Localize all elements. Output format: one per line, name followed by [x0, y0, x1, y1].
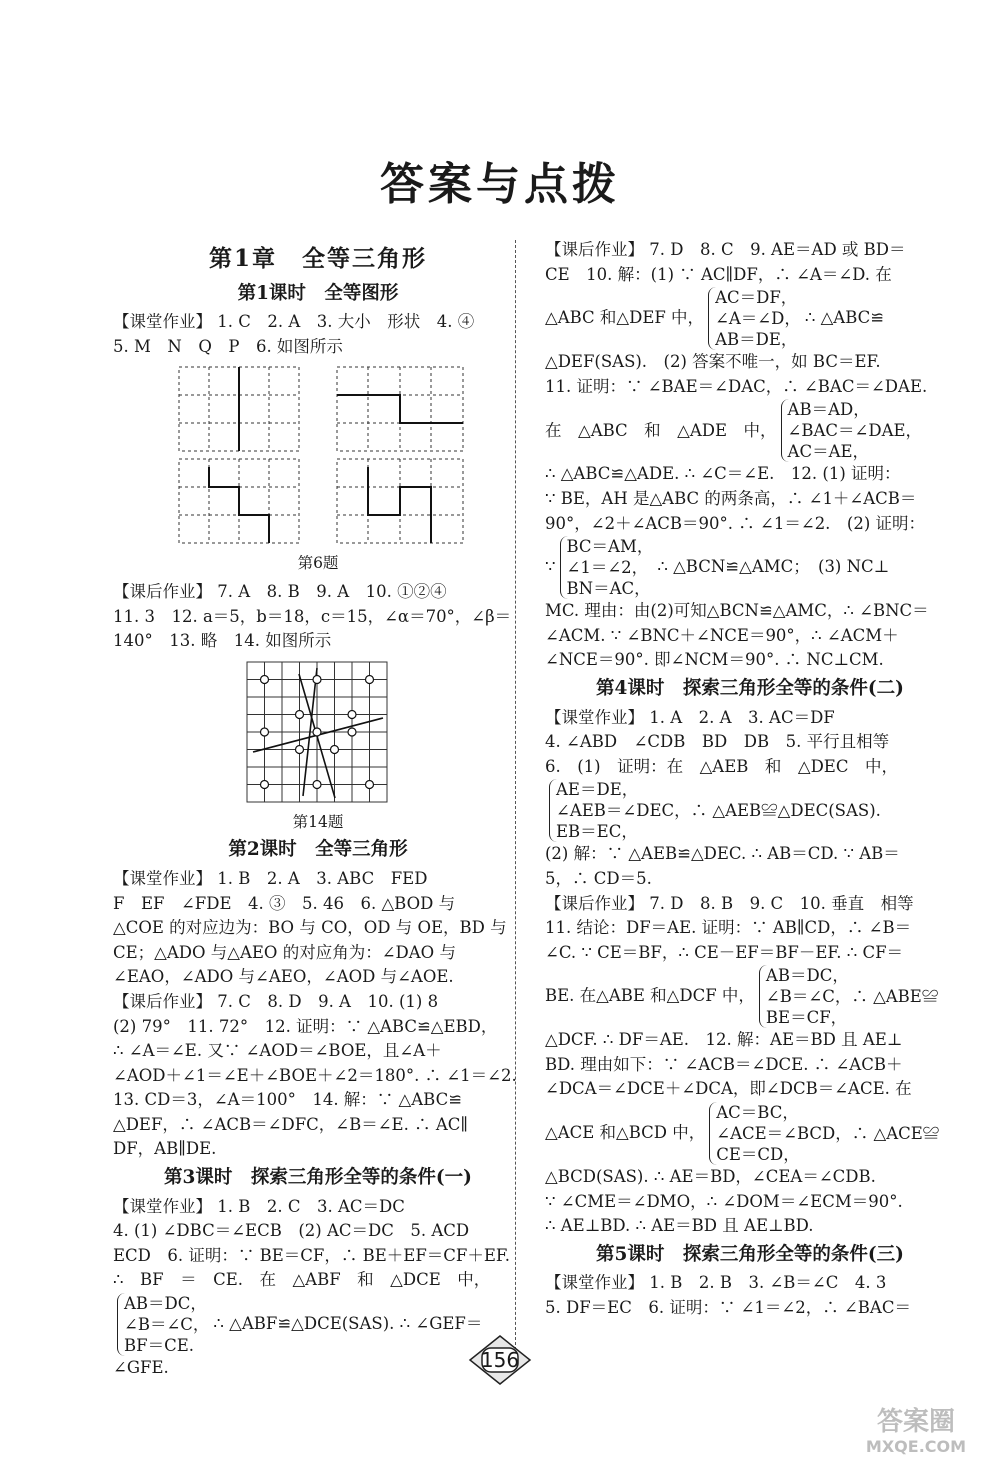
brace-intro: 在 △ABC 和 △ADE 中，	[545, 420, 777, 440]
condition-line: AC＝DF，	[715, 288, 798, 308]
answer-line: 【课堂作业】 1. B 2. C 3. AC＝DC	[113, 1196, 405, 1216]
answer-line: ∴ BF ＝ CE. 在 △ABF 和 △DCE 中，	[113, 1270, 491, 1290]
answer-line: 6. (1) 证明：在 △AEB 和 △DEC 中，	[545, 756, 898, 776]
brace-lines	[709, 1102, 939, 1165]
answer-line: ∠AOD＋∠1＝∠E＋∠BOE＋∠2＝180°. ∴ ∠1＝∠2.	[113, 1065, 517, 1085]
condition-line: ∠ACE＝∠BCD，∴ △ACE≌	[716, 1124, 940, 1144]
condition-line: AB＝DC，	[124, 1294, 207, 1314]
right-column	[545, 238, 955, 1321]
answer-line: 140° 13. 略 14. 如图所示	[113, 631, 332, 651]
answer-line: △DEF，∴ ∠ACB＝∠DFC，∠B＝∠E. ∴ AC∥	[113, 1114, 468, 1134]
lesson-heading: 第3课时 探索三角形全等的条件(一)	[164, 1167, 472, 1189]
chapter-heading: 第1章 全等三角形	[208, 245, 427, 272]
condition-line: ∠AEB＝∠DEC，∴ △AEB≌△DEC(SAS).	[556, 801, 881, 821]
answer-line: 【课后作业】 7. C 8. D 9. A 10. (1) 8	[113, 991, 439, 1011]
svg-text:MXQE.COM: MXQE.COM	[865, 1437, 967, 1456]
lesson-heading: 第4课时 探索三角形全等的条件(二)	[596, 677, 904, 699]
brace-lines	[560, 536, 654, 599]
answer-line: ∠NCE＝90°. 即∠NCM＝90°. ∴ NC⊥CM.	[545, 650, 884, 670]
answer-line: 90°，∠2＋∠ACB＝90°. ∴ ∠1＝∠2. (2) 证明：	[545, 513, 926, 533]
condition-line: AE＝DE，	[556, 780, 639, 800]
answer-line: ECD 6. 证明：∵ BE＝CF，∴ BE＋EF＝CF＋EF.	[113, 1245, 511, 1265]
brace-conclusion: ∴ △ABF≌△DCE(SAS). ∴ ∠GEF＝	[213, 1314, 483, 1334]
condition-line: ∠BAC＝∠DAE，	[787, 421, 923, 441]
answer-line: ∴ ∠A＝∠E. 又∵ ∠AOD＝∠BOE，且∠A＋	[113, 1041, 442, 1061]
watermark-logo	[856, 1402, 976, 1458]
page-title: 答案与点拨	[380, 159, 620, 210]
brace-lines	[549, 779, 881, 842]
figure-caption: 第14题	[292, 812, 344, 831]
svg-text:答案圈: 答案圈	[876, 1407, 956, 1437]
brace-condition-group	[545, 965, 955, 1028]
answer-line: 13. CD＝3，∠A＝100° 14. 解：∵ △ABC≌	[113, 1090, 463, 1110]
lesson-heading: 第5课时 探索三角形全等的条件(三)	[596, 1243, 904, 1265]
brace-condition-group	[113, 1293, 523, 1356]
page-number: 156	[480, 1348, 520, 1372]
condition-line: BE＝CF，	[765, 1008, 848, 1028]
answer-line: 5，∴ CD＝5.	[545, 868, 652, 888]
answer-line: ∠C. ∵ CE＝BF，∴ CE－EF＝BF－EF. ∴ CF＝	[545, 942, 904, 962]
answer-line: ∠DCA＝∠DCE＋∠DCA，即∠DCB＝∠ACE. 在	[545, 1079, 912, 1099]
brace-conclusion: ∴ △ABC≌	[804, 308, 885, 328]
brace-lines	[117, 1293, 209, 1356]
figure-14	[113, 658, 523, 808]
left-column	[113, 245, 523, 1381]
answer-line: ∴ AE⊥BD. ∴ AE＝BD 且 AE⊥BD.	[545, 1216, 814, 1236]
brace-lines	[781, 399, 923, 462]
answer-line: △DCF. ∴ DF＝AE. 12. 解：AE＝BD 且 AE⊥	[545, 1030, 903, 1050]
condition-line: AB＝AD，	[787, 400, 870, 420]
answer-line: 11. 证明：∵ ∠BAE＝∠DAC，∴ ∠BAC＝∠DAE.	[545, 376, 928, 396]
answer-line: CE；△ADO 与△AEO 的对应角为：∠DAO 与	[113, 942, 456, 962]
brace-lines	[759, 965, 938, 1028]
brace-condition-group	[545, 1102, 955, 1165]
answer-line: F EF ∠FDE 4. ③ 5. 46 6. △BOD 与	[113, 893, 456, 913]
answer-line: 【课堂作业】 1. B 2. A 3. ABC FED	[113, 868, 428, 888]
answer-line: (2) 解：∵ △AEB≌△DEC. ∴ AB＝CD. ∵ AB＝	[545, 844, 900, 864]
answer-line: 11. 结论：DF＝AE. 证明：∵ AB∥CD，∴ ∠B＝	[545, 918, 912, 938]
answer-line: △BCD(SAS). ∴ AE＝BD，∠CEA＝∠CDB.	[545, 1167, 876, 1187]
answer-line: ∠ACM. ∵ ∠BNC＋∠NCE＝90°，∴ ∠ACM＋	[545, 625, 899, 645]
answer-line: 【课堂作业】 1. B 2. B 3. ∠B＝∠C 4. 3	[545, 1273, 887, 1293]
brace-conclusion: ∴ △BCN≌△AMC； (3) NC⊥	[657, 557, 890, 577]
answer-line: △DEF(SAS). (2) 答案不唯一，如 BC＝EF.	[545, 352, 881, 372]
condition-line: AC＝BC，	[716, 1103, 799, 1123]
answer-line: (2) 79° 11. 72° 12. 证明：∵ △ABC≌△EBD，	[113, 1016, 498, 1036]
answer-line: ∠EAO，∠ADO 与∠AEO，∠AOD 与∠AOE.	[113, 967, 454, 987]
answer-line: 【课后作业】 7. D 8. C 9. AE＝AD 或 BD＝	[545, 240, 906, 259]
condition-line: AB＝DC，	[765, 966, 849, 986]
figure-6-grids	[173, 363, 503, 549]
answer-line: MC. 理由：由(2)可知△BCN≌△AMC，∴ ∠BNC＝	[545, 601, 929, 621]
condition-line: ∠B＝∠C，	[124, 1315, 210, 1335]
brace-intro: ∵	[545, 557, 556, 577]
page-number-badge	[468, 1334, 532, 1386]
condition-line: ∠1＝∠2，	[566, 558, 649, 578]
answer-line: 【课堂作业】 1. A 2. A 3. AC＝DF	[545, 707, 835, 727]
answer-line: BD. 理由如下：∵ ∠ACB＝∠DCE. ∴ ∠ACB＋	[545, 1054, 903, 1074]
answer-line: ∵ BE，AH 是△ABC 的两条高，∴ ∠1＋∠ACB＝	[545, 488, 917, 508]
answer-line: DF，AB∥DE.	[113, 1139, 217, 1159]
answer-line: 【课后作业】 7. A 8. B 9. A 10. ①②④	[113, 581, 447, 601]
answer-line: 4. ∠ABD ∠CDB BD DB 5. 平行且相等	[545, 732, 890, 752]
answer-line: ∠GFE.	[113, 1358, 169, 1378]
lesson-heading: 第1课时 全等图形	[237, 282, 399, 304]
condition-line: EB＝EC，	[556, 822, 638, 842]
brace-intro: BE. 在△ABE 和△DCF 中，	[545, 986, 755, 1006]
answer-line: 4. (1) ∠DBC＝∠ECB (2) AC＝DC 5. ACD	[113, 1221, 470, 1241]
brace-lines	[708, 287, 801, 350]
brace-condition-group	[545, 399, 955, 462]
figure-caption: 第6题	[297, 554, 339, 573]
answer-line: ∵ ∠CME＝∠DMO，∴ ∠DOM＝∠ECM＝90°.	[545, 1191, 903, 1211]
condition-line: ∠A＝∠D，	[715, 309, 801, 329]
condition-line: BC＝AM，	[566, 537, 654, 557]
answer-line: △COE 的对应边为：BO 与 CO，OD 与 OE，BD 与	[113, 918, 507, 938]
condition-line: BN＝AC，	[566, 579, 651, 599]
answer-line: 5. M N Q P 6. 如图所示	[113, 336, 343, 356]
brace-condition-group	[545, 779, 955, 842]
brace-condition-group	[545, 536, 955, 599]
condition-line: BF＝CE.	[124, 1336, 194, 1356]
answer-line: 5. DF＝EC 6. 证明：∵ ∠1＝∠2，∴ ∠BAC＝	[545, 1298, 911, 1318]
answer-line: 【课后作业】 7. D 8. B 9. C 10. 垂直 相等	[545, 893, 914, 913]
brace-intro: △ACE 和△BCD 中，	[545, 1123, 706, 1143]
answer-line: 【课堂作业】 1. C 2. A 3. 大小 形状 4. ④	[113, 312, 475, 332]
answer-line: ∴ △ABC≌△ADE. ∴ ∠C＝∠E. 12. (1) 证明：	[545, 464, 901, 484]
figure-14-grid	[243, 658, 393, 808]
answer-line: CE 10. 解：(1) ∵ AC∥DF，∴ ∠A＝∠D. 在	[545, 264, 892, 284]
brace-intro: △ABC 和△DEF 中，	[545, 308, 705, 328]
answer-line: 11. 3 12. a＝5，b＝18，c＝15，∠α＝70°，∠β＝	[113, 606, 512, 626]
condition-line: AC＝AE，	[787, 442, 870, 462]
condition-line: CE＝CD，	[716, 1145, 800, 1165]
lesson-heading: 第2课时 全等三角形	[228, 839, 408, 861]
condition-line: AB＝DE，	[715, 330, 798, 350]
brace-condition-group	[545, 287, 955, 350]
condition-line: ∠B＝∠C，∴ △ABE≌	[765, 987, 939, 1007]
figure-6	[113, 363, 523, 549]
